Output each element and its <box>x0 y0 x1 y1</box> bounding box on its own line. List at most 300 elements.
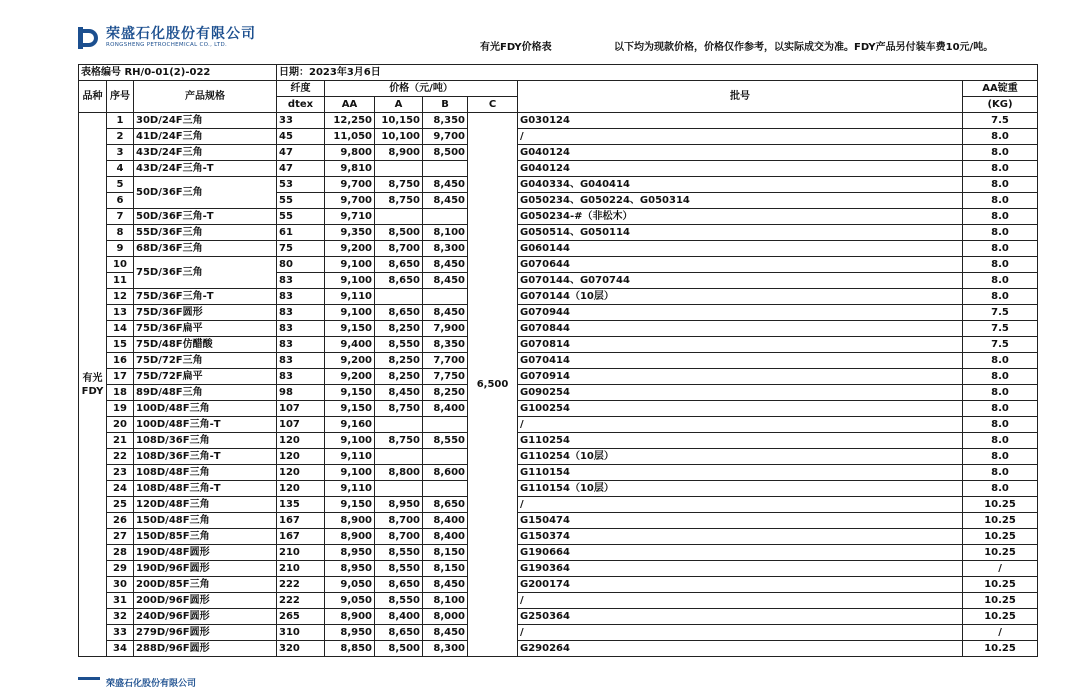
dtex-cell: 222 <box>277 577 325 593</box>
aa-weight-cell: 8.0 <box>963 401 1038 417</box>
spec-cell: 43D/24F三角-T <box>134 161 277 177</box>
dtex-cell: 45 <box>277 129 325 145</box>
aa-weight-cell: 10.25 <box>963 497 1038 513</box>
batch-cell: G070914 <box>518 369 963 385</box>
col-grade-a: A <box>375 97 423 113</box>
table-row <box>79 385 1038 401</box>
aa-weight-cell: 8.0 <box>963 225 1038 241</box>
seq-cell: 28 <box>107 545 134 561</box>
aa-weight-cell: 8.0 <box>963 465 1038 481</box>
seq-cell: 22 <box>107 449 134 465</box>
batch-cell: G110154 <box>518 465 963 481</box>
spec-cell: 75D/48F仿醋酸 <box>134 337 277 353</box>
price-b-cell: 8,350 <box>423 113 468 129</box>
col-aa-weight-unit: (KG) <box>963 97 1038 113</box>
seq-cell: 27 <box>107 529 134 545</box>
table-row <box>79 177 1038 193</box>
price-aa-cell: 9,100 <box>325 273 375 289</box>
table-row <box>79 465 1038 481</box>
price-aa-cell: 9,100 <box>325 433 375 449</box>
price-aa-cell: 9,150 <box>325 497 375 513</box>
price-a-cell <box>375 417 423 433</box>
batch-cell: G050234-#（非松木） <box>518 209 963 225</box>
dtex-cell: 83 <box>277 289 325 305</box>
price-aa-cell: 9,810 <box>325 161 375 177</box>
price-a-cell: 8,750 <box>375 401 423 417</box>
aa-weight-cell: 10.25 <box>963 513 1038 529</box>
price-a-cell: 8,950 <box>375 497 423 513</box>
batch-cell: G250364 <box>518 609 963 625</box>
dtex-cell: 222 <box>277 593 325 609</box>
spec-cell: 240D/96F圆形 <box>134 609 277 625</box>
price-a-cell: 8,700 <box>375 513 423 529</box>
seq-cell: 25 <box>107 497 134 513</box>
dtex-cell: 120 <box>277 465 325 481</box>
table-row <box>79 225 1038 241</box>
aa-weight-cell: 8.0 <box>963 385 1038 401</box>
price-a-cell: 8,650 <box>375 273 423 289</box>
dtex-cell: 83 <box>277 273 325 289</box>
dtex-cell: 310 <box>277 625 325 641</box>
table-row <box>79 353 1038 369</box>
seq-cell: 15 <box>107 337 134 353</box>
price-a-cell: 8,750 <box>375 193 423 209</box>
spec-cell: 288D/96F圆形 <box>134 641 277 657</box>
table-row <box>79 625 1038 641</box>
table-row <box>79 337 1038 353</box>
price-a-cell: 8,250 <box>375 321 423 337</box>
price-a-cell: 8,550 <box>375 545 423 561</box>
price-b-cell: 8,450 <box>423 193 468 209</box>
batch-cell: G090254 <box>518 385 963 401</box>
price-a-cell: 8,250 <box>375 353 423 369</box>
table-row <box>79 209 1038 225</box>
price-aa-cell: 8,900 <box>325 513 375 529</box>
batch-cell: G040334、G040414 <box>518 177 963 193</box>
table-row <box>79 129 1038 145</box>
batch-cell: G150474 <box>518 513 963 529</box>
price-b-cell: 8,150 <box>423 561 468 577</box>
table-row <box>79 289 1038 305</box>
aa-weight-cell: 8.0 <box>963 209 1038 225</box>
spec-cell: 75D/36F三角 <box>134 257 277 289</box>
company-logo <box>78 26 256 49</box>
spec-cell: 41D/24F三角 <box>134 129 277 145</box>
col-price: 价格（元/吨） <box>325 81 518 97</box>
price-b-cell: 8,650 <box>423 497 468 513</box>
seq-cell: 8 <box>107 225 134 241</box>
table-row <box>79 241 1038 257</box>
price-a-cell <box>375 209 423 225</box>
price-b-cell: 8,250 <box>423 385 468 401</box>
col-spec: 产品规格 <box>134 81 277 113</box>
aa-weight-cell: 8.0 <box>963 481 1038 497</box>
price-b-cell: 8,000 <box>423 609 468 625</box>
price-a-cell: 8,450 <box>375 385 423 401</box>
price-b-cell <box>423 481 468 497</box>
dtex-cell: 75 <box>277 241 325 257</box>
price-aa-cell: 9,200 <box>325 353 375 369</box>
seq-cell: 23 <box>107 465 134 481</box>
seq-cell: 31 <box>107 593 134 609</box>
col-grade-aa: AA <box>325 97 375 113</box>
dtex-cell: 83 <box>277 321 325 337</box>
price-aa-cell: 9,100 <box>325 465 375 481</box>
table-row <box>79 305 1038 321</box>
price-aa-cell: 9,100 <box>325 305 375 321</box>
spec-cell: 55D/36F三角 <box>134 225 277 241</box>
spec-cell: 190D/96F圆形 <box>134 561 277 577</box>
seq-cell: 13 <box>107 305 134 321</box>
aa-weight-cell: 8.0 <box>963 257 1038 273</box>
price-a-cell: 8,250 <box>375 369 423 385</box>
aa-weight-cell: 8.0 <box>963 177 1038 193</box>
dtex-cell: 83 <box>277 305 325 321</box>
table-row <box>79 513 1038 529</box>
spec-cell: 190D/48F圆形 <box>134 545 277 561</box>
batch-cell: G110254（10层） <box>518 449 963 465</box>
dtex-cell: 55 <box>277 193 325 209</box>
price-aa-cell: 9,160 <box>325 417 375 433</box>
company-name-en: RONGSHENG PETROCHEMICAL CO., LTD. <box>106 42 228 48</box>
seq-cell: 9 <box>107 241 134 257</box>
batch-cell: G200174 <box>518 577 963 593</box>
seq-cell: 6 <box>107 193 134 209</box>
table-row <box>79 609 1038 625</box>
spec-cell: 120D/48F三角 <box>134 497 277 513</box>
table-row <box>79 257 1038 273</box>
seq-cell: 12 <box>107 289 134 305</box>
col-grade-b: B <box>423 97 468 113</box>
seq-cell: 30 <box>107 577 134 593</box>
company-name-cn: 荣盛石化股份有限公司 <box>106 26 256 42</box>
dtex-cell: 83 <box>277 353 325 369</box>
dtex-cell: 210 <box>277 561 325 577</box>
batch-cell: G050234、G050224、G050314 <box>518 193 963 209</box>
spec-cell: 89D/48F三角 <box>134 385 277 401</box>
table-row <box>79 321 1038 337</box>
batch-cell: G100254 <box>518 401 963 417</box>
seq-cell: 16 <box>107 353 134 369</box>
aa-weight-cell: 8.0 <box>963 145 1038 161</box>
price-a-cell: 8,650 <box>375 305 423 321</box>
price-a-cell: 8,400 <box>375 609 423 625</box>
spec-cell: 68D/36F三角 <box>134 241 277 257</box>
table-row <box>79 577 1038 593</box>
spec-cell: 150D/85F三角 <box>134 529 277 545</box>
price-aa-cell: 9,150 <box>325 385 375 401</box>
col-grade-c: C <box>468 97 518 113</box>
price-aa-cell: 9,110 <box>325 289 375 305</box>
price-aa-cell: 9,050 <box>325 577 375 593</box>
seq-cell: 32 <box>107 609 134 625</box>
dtex-cell: 47 <box>277 161 325 177</box>
price-aa-cell: 11,050 <box>325 129 375 145</box>
seq-cell: 10 <box>107 257 134 273</box>
form-no-label: 表格编号 <box>81 67 121 78</box>
form-no: RH/0-01(2)-022 <box>124 67 211 78</box>
price-aa-cell: 8,950 <box>325 561 375 577</box>
price-b-cell: 7,750 <box>423 369 468 385</box>
date-label: 日期： <box>279 67 310 78</box>
table-row <box>79 401 1038 417</box>
seq-cell: 17 <box>107 369 134 385</box>
aa-weight-cell: 8.0 <box>963 369 1038 385</box>
aa-weight-cell: 7.5 <box>963 337 1038 353</box>
price-b-cell: 7,700 <box>423 353 468 369</box>
price-a-cell: 10,100 <box>375 129 423 145</box>
price-a-cell: 8,800 <box>375 465 423 481</box>
price-aa-cell: 8,850 <box>325 641 375 657</box>
spec-cell: 75D/36F扁平 <box>134 321 277 337</box>
aa-weight-cell: / <box>963 625 1038 641</box>
price-b-cell <box>423 209 468 225</box>
dtex-cell: 55 <box>277 209 325 225</box>
dtex-cell: 167 <box>277 513 325 529</box>
price-b-cell: 8,450 <box>423 625 468 641</box>
price-note: 以下均为现款价格，价格仅作参考，以实际成交为准。FDY产品另付装车费10元/吨。 <box>614 42 994 53</box>
table-row <box>79 449 1038 465</box>
batch-cell: G070414 <box>518 353 963 369</box>
price-aa-cell: 9,200 <box>325 241 375 257</box>
price-b-cell: 8,550 <box>423 433 468 449</box>
price-aa-cell: 9,700 <box>325 193 375 209</box>
dtex-cell: 320 <box>277 641 325 657</box>
price-aa-cell: 9,110 <box>325 449 375 465</box>
price-aa-cell: 8,900 <box>325 529 375 545</box>
price-a-cell <box>375 289 423 305</box>
price-b-cell: 8,100 <box>423 225 468 241</box>
seq-cell: 20 <box>107 417 134 433</box>
spec-cell: 108D/36F三角-T <box>134 449 277 465</box>
spec-cell: 30D/24F三角 <box>134 113 277 129</box>
price-aa-cell: 9,350 <box>325 225 375 241</box>
spec-cell: 50D/36F三角-T <box>134 209 277 225</box>
price-a-cell: 8,550 <box>375 593 423 609</box>
batch-cell: / <box>518 129 963 145</box>
spec-cell: 100D/48F三角-T <box>134 417 277 433</box>
batch-cell: G070814 <box>518 337 963 353</box>
dtex-cell: 265 <box>277 609 325 625</box>
aa-weight-cell: 10.25 <box>963 545 1038 561</box>
price-b-cell <box>423 449 468 465</box>
dtex-cell: 98 <box>277 385 325 401</box>
dtex-cell: 107 <box>277 401 325 417</box>
price-aa-cell: 9,110 <box>325 481 375 497</box>
price-a-cell: 8,550 <box>375 561 423 577</box>
batch-cell: G070144、G070744 <box>518 273 963 289</box>
batch-cell: G050514、G050114 <box>518 225 963 241</box>
price-a-cell: 8,500 <box>375 225 423 241</box>
table-row <box>79 433 1038 449</box>
aa-weight-cell: 8.0 <box>963 417 1038 433</box>
batch-cell: G190664 <box>518 545 963 561</box>
batch-cell: G030124 <box>518 113 963 129</box>
price-b-cell: 8,150 <box>423 545 468 561</box>
price-aa-cell: 9,150 <box>325 321 375 337</box>
aa-weight-cell: 10.25 <box>963 529 1038 545</box>
seq-cell: 14 <box>107 321 134 337</box>
spec-cell: 200D/85F三角 <box>134 577 277 593</box>
table-row <box>79 417 1038 433</box>
batch-cell: G110154（10层） <box>518 481 963 497</box>
spec-cell: 150D/48F三角 <box>134 513 277 529</box>
price-b-cell: 8,400 <box>423 513 468 529</box>
price-aa-cell: 9,710 <box>325 209 375 225</box>
dtex-cell: 61 <box>277 225 325 241</box>
price-c-cell: 6,500 <box>468 113 518 657</box>
col-denier: 纤度 <box>277 81 325 97</box>
spec-cell: 75D/36F三角-T <box>134 289 277 305</box>
batch-cell: G150374 <box>518 529 963 545</box>
col-seq: 序号 <box>107 81 134 113</box>
table-row <box>79 145 1038 161</box>
price-b-cell: 8,100 <box>423 593 468 609</box>
price-a-cell <box>375 481 423 497</box>
logo-mark-icon <box>78 27 100 49</box>
aa-weight-cell: 10.25 <box>963 641 1038 657</box>
table-row <box>79 369 1038 385</box>
aa-weight-cell: 8.0 <box>963 289 1038 305</box>
aa-weight-cell: 10.25 <box>963 577 1038 593</box>
table-row <box>79 545 1038 561</box>
col-variety: 品种 <box>79 81 107 113</box>
spec-cell: 43D/24F三角 <box>134 145 277 161</box>
price-aa-cell: 9,400 <box>325 337 375 353</box>
dtex-cell: 120 <box>277 449 325 465</box>
batch-cell: G110254 <box>518 433 963 449</box>
price-table <box>78 64 1038 657</box>
aa-weight-cell: / <box>963 561 1038 577</box>
aa-weight-cell: 7.5 <box>963 321 1038 337</box>
aa-weight-cell: 8.0 <box>963 273 1038 289</box>
batch-cell: / <box>518 417 963 433</box>
price-aa-cell: 8,950 <box>325 625 375 641</box>
spec-cell: 75D/72F扁平 <box>134 369 277 385</box>
seq-cell: 18 <box>107 385 134 401</box>
dtex-cell: 167 <box>277 529 325 545</box>
table-row <box>79 113 1038 129</box>
price-b-cell: 8,450 <box>423 177 468 193</box>
aa-weight-cell: 10.25 <box>963 593 1038 609</box>
form-info-row <box>79 65 1038 81</box>
seq-cell: 29 <box>107 561 134 577</box>
price-b-cell: 8,350 <box>423 337 468 353</box>
batch-cell: G070644 <box>518 257 963 273</box>
aa-weight-cell: 8.0 <box>963 241 1038 257</box>
spec-cell: 279D/96F圆形 <box>134 625 277 641</box>
batch-cell: G070944 <box>518 305 963 321</box>
price-aa-cell: 8,900 <box>325 609 375 625</box>
price-a-cell: 8,650 <box>375 257 423 273</box>
spec-cell: 200D/96F圆形 <box>134 593 277 609</box>
dtex-cell: 210 <box>277 545 325 561</box>
price-b-cell: 8,400 <box>423 529 468 545</box>
aa-weight-cell: 8.0 <box>963 161 1038 177</box>
batch-cell: / <box>518 625 963 641</box>
price-b-cell: 8,450 <box>423 305 468 321</box>
table-row <box>79 161 1038 177</box>
price-b-cell: 8,300 <box>423 641 468 657</box>
seq-cell: 33 <box>107 625 134 641</box>
price-a-cell: 8,750 <box>375 433 423 449</box>
aa-weight-cell: 8.0 <box>963 129 1038 145</box>
batch-cell: / <box>518 497 963 513</box>
seq-cell: 34 <box>107 641 134 657</box>
price-a-cell <box>375 449 423 465</box>
spec-cell: 75D/36F圆形 <box>134 305 277 321</box>
price-aa-cell: 9,800 <box>325 145 375 161</box>
price-a-cell: 10,150 <box>375 113 423 129</box>
price-b-cell: 8,500 <box>423 145 468 161</box>
aa-weight-cell: 7.5 <box>963 113 1038 129</box>
price-b-cell: 8,600 <box>423 465 468 481</box>
spec-cell: 100D/48F三角 <box>134 401 277 417</box>
dtex-cell: 33 <box>277 113 325 129</box>
variety-cell: 有光FDY <box>79 113 107 657</box>
dtex-cell: 120 <box>277 481 325 497</box>
price-aa-cell: 12,250 <box>325 113 375 129</box>
dtex-cell: 47 <box>277 145 325 161</box>
price-a-cell <box>375 161 423 177</box>
col-aa-weight: AA锭重 <box>963 81 1038 97</box>
price-aa-cell: 8,950 <box>325 545 375 561</box>
aa-weight-cell: 8.0 <box>963 433 1038 449</box>
table-row <box>79 593 1038 609</box>
batch-cell: G040124 <box>518 161 963 177</box>
table-row <box>79 481 1038 497</box>
price-a-cell: 8,700 <box>375 241 423 257</box>
price-a-cell: 8,650 <box>375 577 423 593</box>
dtex-cell: 107 <box>277 417 325 433</box>
aa-weight-cell: 8.0 <box>963 449 1038 465</box>
price-aa-cell: 9,700 <box>325 177 375 193</box>
seq-cell: 3 <box>107 145 134 161</box>
price-b-cell: 8,450 <box>423 273 468 289</box>
spec-cell: 108D/36F三角 <box>134 433 277 449</box>
price-b-cell: 8,450 <box>423 257 468 273</box>
dtex-cell: 53 <box>277 177 325 193</box>
batch-cell: G290264 <box>518 641 963 657</box>
footer-company-name: 荣盛石化股份有限公司 <box>106 679 197 689</box>
seq-cell: 1 <box>107 113 134 129</box>
price-aa-cell: 9,150 <box>325 401 375 417</box>
price-aa-cell: 9,200 <box>325 369 375 385</box>
spec-cell: 50D/36F三角 <box>134 177 277 209</box>
table-row <box>79 561 1038 577</box>
price-a-cell: 8,550 <box>375 337 423 353</box>
price-b-cell: 8,300 <box>423 241 468 257</box>
price-b-cell <box>423 161 468 177</box>
price-a-cell: 8,650 <box>375 625 423 641</box>
seq-cell: 19 <box>107 401 134 417</box>
price-b-cell: 8,450 <box>423 577 468 593</box>
spec-cell: 108D/48F三角 <box>134 465 277 481</box>
price-aa-cell: 9,050 <box>325 593 375 609</box>
price-a-cell: 8,750 <box>375 177 423 193</box>
document-title: 有光FDY价格表 <box>480 42 552 53</box>
dtex-cell: 135 <box>277 497 325 513</box>
aa-weight-cell: 7.5 <box>963 305 1038 321</box>
table-row <box>79 497 1038 513</box>
price-a-cell: 8,700 <box>375 529 423 545</box>
price-b-cell: 9,700 <box>423 129 468 145</box>
col-batch: 批号 <box>518 81 963 113</box>
dtex-cell: 83 <box>277 337 325 353</box>
table-row <box>79 529 1038 545</box>
aa-weight-cell: 8.0 <box>963 353 1038 369</box>
seq-cell: 5 <box>107 177 134 193</box>
